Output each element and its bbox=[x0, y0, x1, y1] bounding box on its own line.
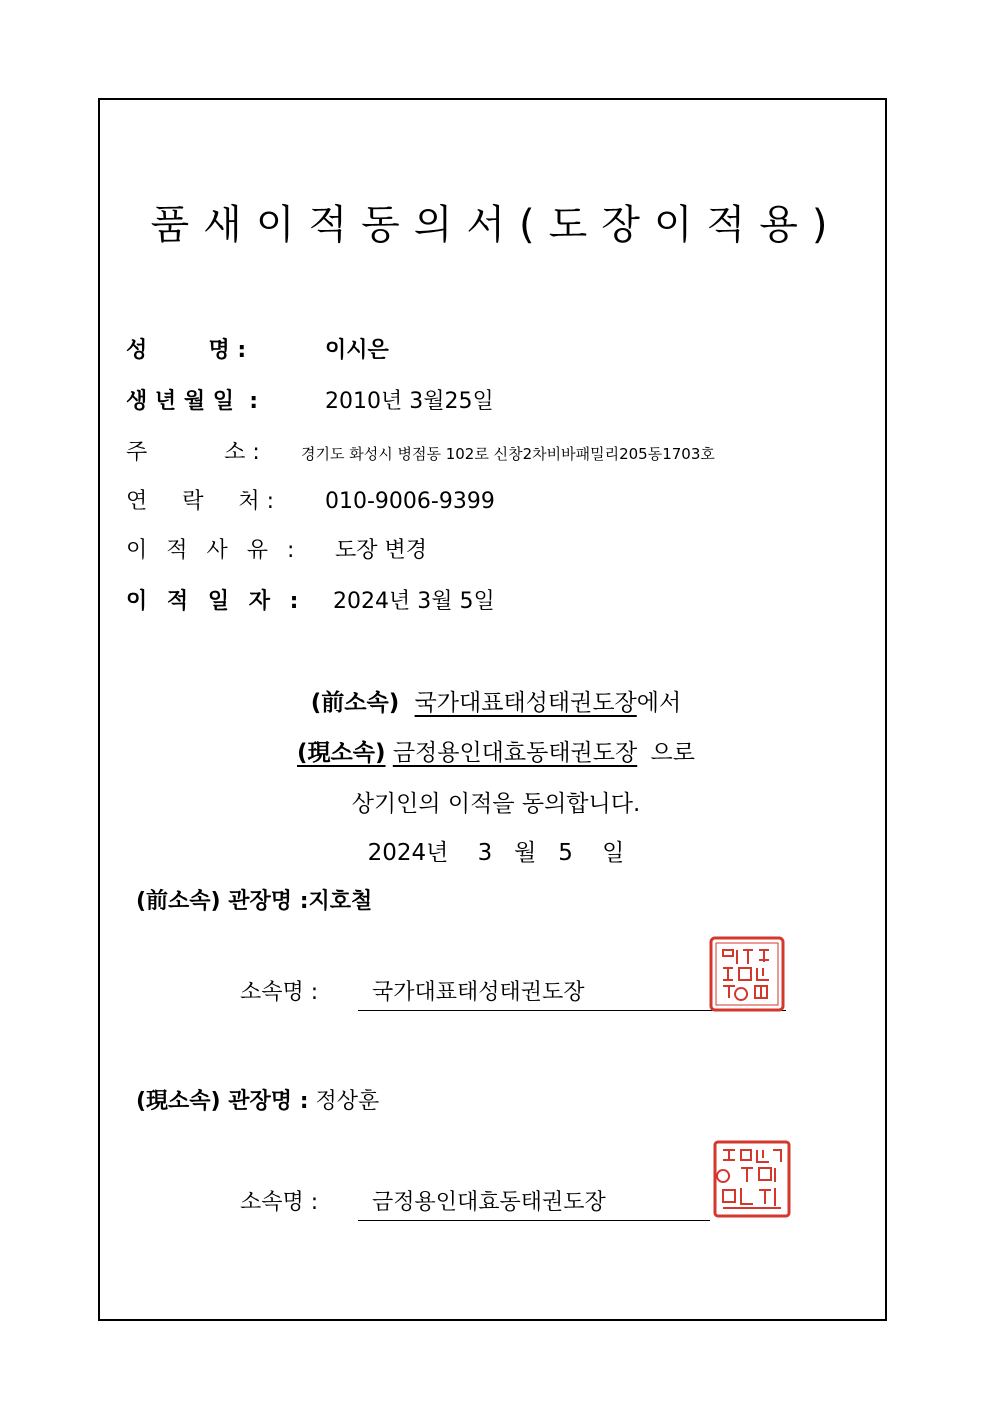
current-affiliation-line bbox=[0, 734, 992, 767]
document-title: 품새이적동의서(도장이적용) bbox=[150, 202, 842, 248]
former-dojang-seal bbox=[709, 936, 785, 1012]
name-value: 이시은 bbox=[325, 338, 389, 363]
address-row bbox=[126, 435, 715, 466]
former-head-label: (前소속) 관장명 : bbox=[136, 889, 309, 914]
name-row bbox=[126, 333, 389, 364]
current-dojang: 금정용인대효동태권도장 bbox=[392, 740, 638, 766]
former-head-row bbox=[136, 884, 372, 915]
birth-value: 2010년 3월25일 bbox=[325, 389, 494, 414]
former-org-name: 국가대표태성태권도장 bbox=[372, 980, 585, 1005]
current-dojang-seal bbox=[713, 1140, 791, 1218]
consent-statement: 상기인의 이적을 동의합니다. bbox=[351, 791, 641, 817]
current-head-row bbox=[136, 1084, 379, 1115]
date-label: 이 적 일 자 : bbox=[126, 589, 305, 614]
current-head-name: 정상훈 bbox=[315, 1089, 380, 1114]
former-org-label: 소속명 : bbox=[240, 980, 319, 1005]
contact-label: 연 락 처 : bbox=[126, 489, 275, 514]
reason-row bbox=[126, 533, 427, 564]
current-prefix: (現소속) bbox=[297, 740, 386, 766]
date-row bbox=[126, 584, 495, 615]
current-head-label: (現소속) 관장명 : bbox=[136, 1089, 309, 1114]
contact-row bbox=[126, 484, 495, 515]
current-signature-line bbox=[358, 1220, 710, 1221]
address-value: 경기도 화성시 병점동 102로 신창2차비바패밀리205동1703호 bbox=[301, 445, 715, 463]
reason-value: 도장 변경 bbox=[335, 538, 428, 563]
current-org-name: 금정용인대효동태권도장 bbox=[372, 1190, 606, 1215]
sign-date: 2024년 3 월 5 일 bbox=[367, 840, 625, 866]
birth-row bbox=[126, 384, 494, 415]
former-suffix: 에서 bbox=[636, 690, 682, 716]
name-label: 성 명 : bbox=[126, 338, 247, 363]
date-value: 2024년 3월 5일 bbox=[333, 589, 495, 614]
birth-label: 생 년 월 일 : bbox=[126, 389, 259, 414]
former-dojang: 국가대표태성태권도장 bbox=[414, 690, 637, 716]
address-label: 주 소 : bbox=[126, 440, 260, 465]
former-prefix: (前소속) bbox=[310, 690, 400, 716]
contact-value: 010-9006-9399 bbox=[325, 489, 495, 514]
reason-label: 이 적 사 유 : bbox=[126, 538, 301, 563]
current-org-label: 소속명 : bbox=[240, 1190, 319, 1215]
former-head-name: 지호철 bbox=[308, 889, 373, 914]
former-affiliation-line bbox=[0, 684, 992, 717]
current-suffix: 으로 bbox=[650, 740, 695, 766]
